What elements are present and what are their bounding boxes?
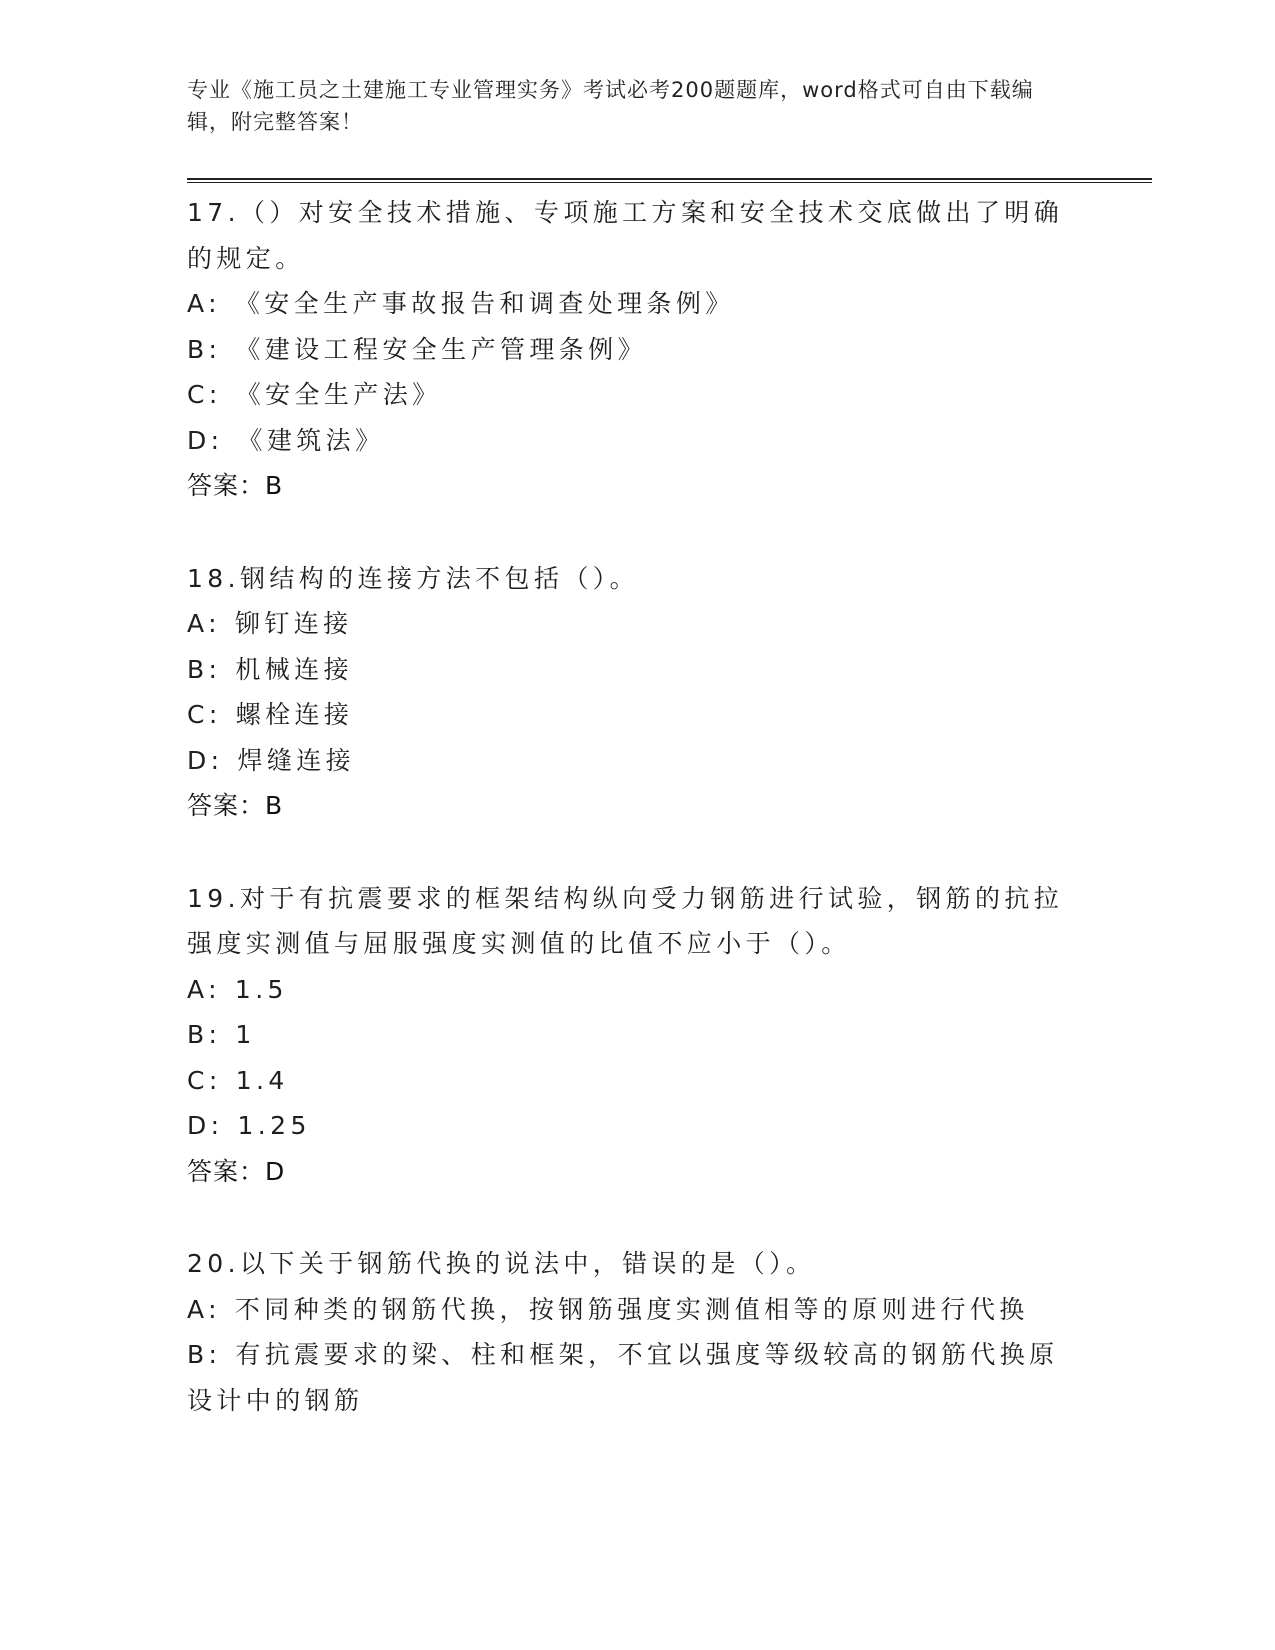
option-text: 1.5 bbox=[234, 974, 288, 1004]
option-key: C: bbox=[187, 700, 222, 729]
document-header: 专业《施工员之土建施工专业管理实务》考试必考200题题库，word格式可自由下载编辑，附完整答案！ bbox=[187, 78, 1034, 134]
question-list bbox=[187, 190, 1067, 1470]
option-a bbox=[187, 601, 1067, 647]
question-17 bbox=[187, 190, 1067, 509]
option-text: 不同种类的钢筋代换，按钢筋强度实测值相等的原则进行代换 bbox=[234, 1294, 1029, 1324]
option-b bbox=[187, 1332, 1067, 1423]
option-text: 1 bbox=[235, 1020, 256, 1049]
option-text: 《安全生产法》 bbox=[235, 380, 442, 409]
option-key: D: bbox=[187, 745, 224, 775]
option-key: A: bbox=[187, 1294, 221, 1324]
option-b bbox=[187, 327, 1067, 373]
option-d bbox=[187, 1103, 1067, 1149]
question-18 bbox=[187, 556, 1067, 829]
option-key: C: bbox=[187, 380, 222, 409]
option-text: 1.25 bbox=[237, 1111, 311, 1140]
option-key: D: bbox=[187, 1111, 224, 1140]
option-text: 《安全生产事故报告和调查处理条例》 bbox=[234, 289, 735, 318]
option-key: A: bbox=[187, 974, 221, 1004]
answer-line: 答案：B bbox=[187, 791, 284, 820]
option-text: 焊缝连接 bbox=[237, 745, 356, 775]
option-a bbox=[187, 1287, 1067, 1333]
option-key: B: bbox=[187, 1340, 222, 1369]
header-divider bbox=[187, 178, 1152, 183]
option-text: 《建筑法》 bbox=[237, 425, 385, 455]
option-key: D: bbox=[187, 425, 224, 455]
option-text: 1.4 bbox=[235, 1065, 289, 1095]
option-a bbox=[187, 967, 1067, 1013]
option-c bbox=[187, 692, 1067, 738]
question-20 bbox=[187, 1241, 1067, 1423]
option-text: 有抗震要求的梁、柱和框架，不宜以强度等级较高的钢筋代换原设计中的钢筋 bbox=[187, 1340, 1059, 1415]
question-stem: 19.对于有抗震要求的框架结构纵向受力钢筋进行试验，钢筋的抗拉强度实测值与屈服强度实测值的比值不应小于（）。 bbox=[187, 883, 1064, 958]
option-text: 机械连接 bbox=[235, 654, 353, 684]
option-key: A: bbox=[187, 289, 221, 318]
option-key: B: bbox=[187, 334, 222, 364]
option-key: A: bbox=[187, 609, 221, 638]
option-key: C: bbox=[187, 1065, 222, 1095]
question-stem: 18.钢结构的连接方法不包括（）。 bbox=[187, 563, 640, 593]
question-stem: 20.以下关于钢筋代换的说法中，错误的是（）。 bbox=[187, 1249, 816, 1278]
option-a bbox=[187, 281, 1067, 327]
option-text: 《建设工程安全生产管理条例》 bbox=[235, 334, 647, 364]
option-text: 螺栓连接 bbox=[235, 700, 354, 729]
option-key: B: bbox=[187, 654, 222, 684]
question-19 bbox=[187, 876, 1067, 1195]
option-c bbox=[187, 1058, 1067, 1104]
question-stem: 17.（）对安全技术措施、专项施工方案和安全技术交底做出了明确的规定。 bbox=[187, 198, 1064, 273]
option-c bbox=[187, 372, 1067, 418]
option-d bbox=[187, 738, 1067, 784]
option-key: B: bbox=[187, 1020, 222, 1049]
answer-line: 答案：D bbox=[187, 1156, 286, 1186]
option-d bbox=[187, 418, 1067, 464]
option-text: 铆钉连接 bbox=[234, 609, 353, 638]
option-b bbox=[187, 1012, 1067, 1058]
answer-line: 答案：B bbox=[187, 471, 284, 500]
option-b bbox=[187, 647, 1067, 693]
